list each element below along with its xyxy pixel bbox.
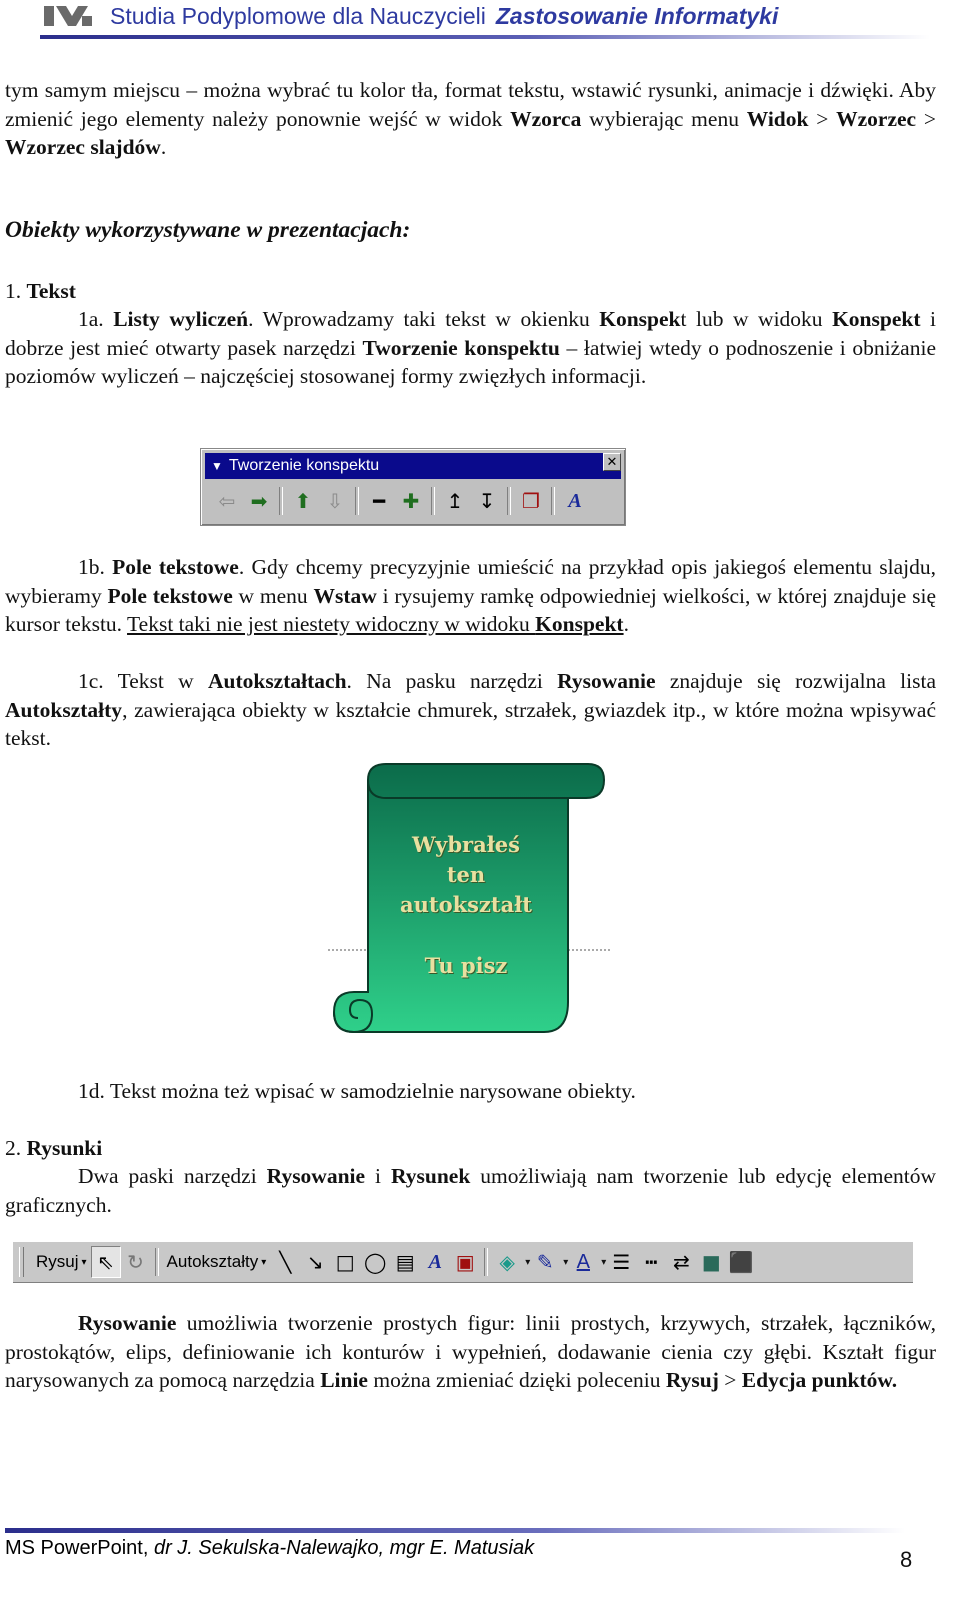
bold-text: Autokształtach	[207, 669, 347, 693]
text: . Na pasku narzędzi	[346, 669, 558, 693]
expand-icon[interactable]: ✚	[402, 489, 420, 513]
chevron-down-icon: ▾	[261, 1256, 267, 1268]
text: , zawierająca obiekty w kształcie chmurek, strzałek, gwiazdek itp., w które można wpisywać tekst.	[5, 697, 936, 750]
bold-text: Widok	[746, 106, 809, 131]
toolbar-grip[interactable]	[19, 1247, 24, 1277]
item-1-heading	[5, 277, 936, 306]
text: >	[916, 106, 936, 131]
institute-logo	[42, 2, 94, 30]
text: umożliwia tworzenie prostych figur: linii prostych, krzywych, strzałek, łączników, prostokątów, elips, definiowanie ich konturów i wypełnień, dodawanie cienia czy głębi. Kształt figur narysowanych za pomocą narzędzia	[5, 1311, 936, 1392]
item-label: Tekst	[26, 279, 76, 303]
bold-text: Edycja punktów.	[741, 1368, 898, 1392]
outline-toolbar-title: Tworzenie konspektu	[228, 457, 380, 474]
wordart-icon[interactable]: A	[428, 1250, 442, 1273]
select-objects-icon[interactable]: ⇖	[91, 1246, 121, 1278]
page-number: 8	[900, 1547, 913, 1572]
promote-icon[interactable]: ⇦	[218, 489, 236, 513]
text: – łatwiej wtedy o podnoszenie i obniżanie poziomów wyliczeń – najczęściej stosowanej formy zwięzłych informacji.	[5, 335, 936, 388]
text: t lub w widoku	[680, 307, 833, 331]
paragraph-2	[5, 1162, 936, 1219]
text: znajduje się rozwijalna lista	[655, 669, 936, 693]
draw-menu-button[interactable]	[32, 1246, 91, 1278]
text: >	[718, 1368, 742, 1392]
toolbar-separator	[551, 487, 555, 515]
chevron-down-icon: ▾	[81, 1256, 87, 1268]
draw-menu-label: Rysuj	[36, 1252, 79, 1271]
bold-text: Pole tekstowe	[112, 555, 239, 579]
scroll-text-line: ten	[446, 862, 486, 887]
underlined-text	[127, 612, 624, 636]
text: .	[623, 612, 629, 636]
line-style-icon[interactable]: ☰	[612, 1250, 631, 1274]
text: Dwa paski narzędzi	[78, 1164, 267, 1188]
demote-icon[interactable]: ➡	[250, 489, 268, 513]
free-rotate-icon[interactable]: ↻	[127, 1250, 144, 1274]
bold-text: Rysowanie	[266, 1164, 366, 1188]
bold-text: Rysunek	[390, 1164, 471, 1188]
header-rule	[40, 35, 930, 39]
autoshapes-menu-label: Autokształty	[166, 1252, 259, 1271]
toolbar-separator	[484, 1248, 488, 1276]
3d-icon[interactable]: ⬛	[728, 1250, 754, 1274]
intro-paragraph	[5, 76, 936, 162]
footer-rule	[5, 1528, 905, 1533]
text: umożliwiają nam tworzenie lub edycję elementów graficznych.	[5, 1164, 936, 1217]
page-header	[40, 0, 960, 44]
bold-text: Pole tekstowe	[107, 583, 233, 608]
collapse-all-icon[interactable]: ↥	[446, 489, 464, 513]
expand-all-icon[interactable]: ↧	[478, 489, 496, 513]
arrow-style-icon[interactable]: ⇄	[672, 1250, 690, 1274]
bold-text: Listy wyliczeń	[113, 307, 249, 331]
clip-art-icon[interactable]: ▣	[455, 1250, 475, 1274]
scroll-text-line: Tu pisz	[424, 953, 508, 978]
scroll-text-line: autokształt	[400, 892, 532, 917]
close-icon[interactable]: ✕	[603, 453, 621, 471]
text: 1c. Tekst w	[78, 669, 208, 693]
chevron-down-icon[interactable]: ▾	[525, 1256, 531, 1268]
chevron-down-icon[interactable]: ▾	[563, 1256, 569, 1268]
text: w menu	[232, 583, 314, 608]
outline-toolbar-titlebar[interactable]	[205, 453, 621, 479]
text-box-icon[interactable]: ▤	[395, 1250, 415, 1274]
line-color-icon[interactable]: ✎	[536, 1250, 554, 1274]
text: i rysujemy ramkę odpowiedniej wielkości, w której znajduje się kursor tekstu.	[5, 583, 936, 636]
arrow-icon[interactable]: ↘	[306, 1250, 324, 1274]
item-number: 1.	[5, 279, 27, 303]
scroll-text-line: Wybrałeś	[412, 832, 520, 857]
header-title-bold: Zastosowanie Informatyki	[495, 3, 779, 29]
dash-style-icon[interactable]: ┅	[645, 1250, 658, 1274]
paragraph-1c	[5, 667, 936, 753]
section-heading: Obiekty wykorzystywane w prezentacjach:	[5, 217, 411, 243]
collapse-icon[interactable]: ━	[372, 489, 386, 513]
text: >	[808, 106, 837, 131]
summary-slide-icon[interactable]: ❐	[522, 489, 540, 513]
font-color-icon[interactable]: A	[576, 1250, 590, 1273]
bold-text: Wzorca	[510, 106, 582, 131]
bold-text: Wzorzec slajdów	[5, 135, 161, 159]
shadow-icon[interactable]: ■	[701, 1250, 721, 1274]
text: można zmieniać dzięki poleceniu	[367, 1368, 666, 1392]
bold-text: Rysowanie	[78, 1311, 177, 1335]
text: wybierając menu	[581, 106, 747, 131]
paragraph-1a	[5, 305, 936, 391]
text: Tekst taki nie jest niestety widoczny w widoku	[127, 612, 536, 636]
header-title-regular: Studia Podyplomowe dla Nauczycieli	[110, 3, 486, 29]
footer-authors: dr J. Sekulska-Nalewajko, mgr E. Matusiak	[153, 1537, 535, 1559]
paragraph-3	[5, 1309, 936, 1395]
item-label: Rysunki	[26, 1136, 103, 1160]
toolbar-separator	[431, 487, 435, 515]
bold-text: Linie	[320, 1368, 368, 1392]
text: . Gdy chcemy precyzyjnie umieścić na przykład opis jakiegoś elementu slajdu, wybieramy	[5, 555, 937, 608]
line-icon[interactable]: ╲	[279, 1250, 292, 1274]
bold-text: Wstaw	[313, 583, 377, 608]
fill-color-icon[interactable]: ◈	[499, 1250, 515, 1274]
paragraph-1b	[5, 553, 936, 639]
toolbar-separator	[355, 487, 359, 515]
show-formatting-icon[interactable]: A	[568, 489, 582, 512]
drawing-toolbar	[13, 1241, 913, 1283]
bold-text: Konspekt	[832, 307, 921, 331]
rectangle-icon[interactable]: □	[335, 1250, 355, 1274]
item-number: 2.	[5, 1136, 27, 1160]
text: . Wprowadzamy taki tekst w okienku	[248, 307, 600, 331]
toolbar-separator	[155, 1248, 159, 1276]
move-down-icon[interactable]: ⇩	[326, 489, 344, 513]
item-2-heading	[5, 1134, 936, 1163]
move-up-icon[interactable]: ⬆	[294, 489, 312, 513]
bold-text: Konspekt	[535, 612, 624, 636]
text: tym samym miejscu – można wybrać tu kolor tła, format tekstu, wstawić rysunki, animacje i dźwięki. Aby zmienić jego elementy należy ponownie wejść w widok	[5, 78, 936, 131]
text: 1b.	[78, 555, 113, 579]
bold-text: Wzorzec	[836, 106, 917, 131]
toolbar-menu-icon[interactable]: ▼	[211, 459, 223, 473]
bold-text: Autokształty	[5, 697, 123, 722]
text: 1a.	[78, 307, 114, 331]
autoshapes-menu-button[interactable]	[163, 1246, 271, 1278]
text: .	[160, 135, 167, 159]
toolbar-separator	[507, 487, 511, 515]
footer-app: MS PowerPoint,	[5, 1537, 154, 1559]
header-title	[110, 3, 778, 30]
oval-icon[interactable]: ◯	[364, 1250, 387, 1274]
outline-toolbar	[200, 448, 626, 526]
text: i dobrze jest mieć otwarty pasek narzędzi	[5, 307, 936, 360]
text: i	[365, 1164, 391, 1188]
bold-text: Rysowanie	[557, 669, 656, 693]
chevron-down-icon[interactable]: ▾	[601, 1256, 607, 1268]
outline-toolbar-buttons	[211, 485, 591, 517]
footer-text	[5, 1537, 534, 1560]
toolbar-separator	[279, 487, 283, 515]
bold-text: Konspek	[599, 307, 681, 331]
bold-text: Tworzenie konspektu	[362, 335, 560, 360]
paragraph-1d: 1d. Tekst można też wpisać w samodzielnie narysowane obiekty.	[78, 1079, 636, 1103]
bold-text: Rysuj	[665, 1368, 719, 1392]
